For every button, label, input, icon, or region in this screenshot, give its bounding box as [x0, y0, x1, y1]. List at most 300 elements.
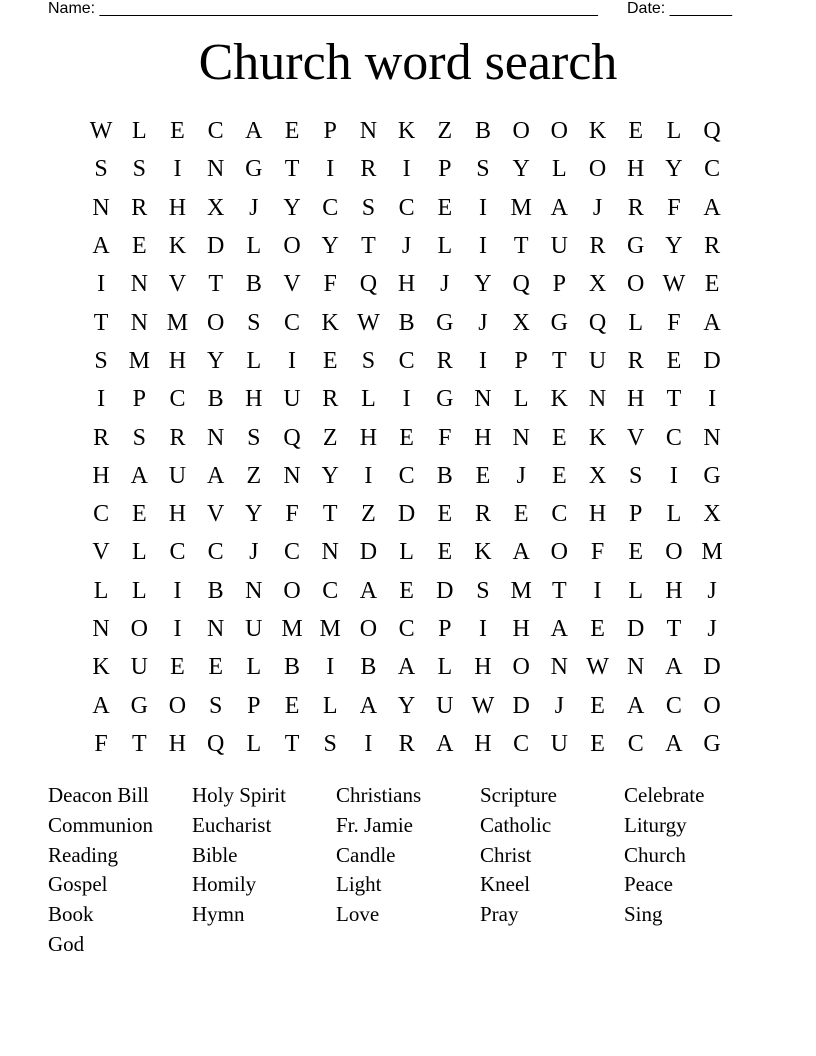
- grid-letter[interactable]: C: [207, 539, 224, 566]
- grid-letter[interactable]: E: [284, 692, 300, 719]
- grid-letter[interactable]: N: [245, 577, 263, 604]
- grid-letter[interactable]: R: [322, 386, 339, 413]
- grid-letter[interactable]: Z: [246, 462, 262, 489]
- grid-letter[interactable]: S: [247, 424, 261, 451]
- grid-letter[interactable]: D: [627, 616, 645, 642]
- grid-letter[interactable]: H: [168, 730, 187, 757]
- grid-letter[interactable]: C: [398, 194, 415, 221]
- grid-letter[interactable]: V: [168, 271, 187, 298]
- grid-letter[interactable]: W: [89, 118, 113, 145]
- grid-letter[interactable]: H: [474, 654, 492, 681]
- grid-letter[interactable]: Z: [437, 118, 453, 145]
- grid-letter[interactable]: I: [326, 156, 335, 183]
- grid-letter[interactable]: W: [471, 692, 495, 719]
- grid-letter[interactable]: P: [514, 347, 528, 374]
- grid-letter[interactable]: D: [436, 577, 454, 604]
- grid-letter[interactable]: O: [168, 692, 187, 719]
- grid-letter[interactable]: L: [361, 386, 376, 413]
- grid-letter[interactable]: A: [703, 309, 721, 336]
- grid-letter[interactable]: H: [627, 156, 645, 183]
- grid-letter[interactable]: L: [513, 386, 529, 413]
- grid-letter[interactable]: D: [359, 539, 378, 566]
- grid-letter[interactable]: R: [360, 156, 377, 183]
- grid-letter[interactable]: T: [131, 730, 147, 757]
- grid-letter[interactable]: N: [627, 654, 645, 681]
- grid-letter[interactable]: S: [94, 347, 108, 374]
- grid-letter[interactable]: T: [322, 501, 338, 528]
- grid-letter[interactable]: Y: [397, 692, 416, 719]
- grid-letter[interactable]: Q: [512, 271, 530, 298]
- grid-letter[interactable]: L: [437, 233, 453, 260]
- grid-letter[interactable]: C: [398, 347, 415, 374]
- grid-letter[interactable]: F: [590, 539, 605, 566]
- grid-letter[interactable]: J: [592, 194, 603, 221]
- grid-letter[interactable]: S: [208, 692, 223, 719]
- grid-letter[interactable]: L: [666, 118, 682, 145]
- grid-letter[interactable]: Q: [283, 424, 301, 451]
- grid-letter[interactable]: H: [627, 386, 645, 413]
- grid-letter[interactable]: G: [436, 309, 454, 336]
- grid-letter[interactable]: U: [130, 654, 148, 681]
- grid-letter[interactable]: K: [92, 654, 110, 681]
- word-list-item: Book: [48, 902, 94, 927]
- grid-letter[interactable]: A: [206, 462, 225, 489]
- grid-letter[interactable]: B: [245, 271, 262, 298]
- grid-letter[interactable]: M: [319, 616, 341, 642]
- grid-letter[interactable]: R: [627, 347, 644, 374]
- grid-letter[interactable]: E: [590, 692, 605, 719]
- grid-letter[interactable]: I: [173, 616, 182, 642]
- grid-letter[interactable]: O: [206, 309, 225, 336]
- grid-letter[interactable]: S: [361, 347, 376, 374]
- grid-letter[interactable]: J: [249, 539, 259, 566]
- grid-letter[interactable]: C: [169, 386, 186, 413]
- grid-letter[interactable]: K: [550, 386, 569, 413]
- grid-letter[interactable]: Y: [245, 501, 263, 528]
- grid-letter[interactable]: S: [132, 424, 146, 451]
- grid-letter[interactable]: O: [627, 271, 645, 298]
- grid-letter[interactable]: C: [704, 156, 721, 183]
- grid-letter[interactable]: J: [516, 462, 526, 489]
- grid-letter[interactable]: N: [206, 616, 225, 642]
- grid-letter[interactable]: Q: [588, 309, 607, 336]
- grid-letter[interactable]: I: [364, 462, 373, 489]
- grid-letter[interactable]: O: [512, 654, 530, 681]
- grid-letter[interactable]: R: [131, 194, 148, 221]
- grid-letter[interactable]: E: [208, 654, 223, 681]
- grid-letter[interactable]: A: [92, 692, 110, 719]
- grid-row: [82, 342, 732, 380]
- grid-letter[interactable]: L: [666, 501, 682, 528]
- grid-letter[interactable]: O: [703, 692, 721, 719]
- grid-letter[interactable]: P: [629, 501, 643, 528]
- grid-letter[interactable]: K: [397, 118, 416, 145]
- grid-letter[interactable]: X: [588, 462, 607, 489]
- grid-letter[interactable]: N: [703, 424, 721, 451]
- grid-letter[interactable]: F: [323, 271, 337, 298]
- grid-letter[interactable]: H: [474, 424, 492, 451]
- grid-letter[interactable]: L: [131, 577, 147, 604]
- name-field[interactable]: Name: ________________________________________________________: [48, 0, 598, 17]
- grid-letter[interactable]: N: [550, 654, 569, 681]
- grid-letter[interactable]: B: [207, 386, 224, 413]
- grid-letter[interactable]: A: [550, 616, 569, 642]
- grid-letter[interactable]: T: [552, 347, 567, 374]
- grid-letter[interactable]: C: [398, 462, 415, 489]
- grid-letter[interactable]: N: [130, 309, 148, 336]
- grid-letter[interactable]: L: [399, 539, 414, 566]
- grid-letter[interactable]: U: [168, 462, 187, 489]
- grid-letter[interactable]: O: [665, 539, 683, 566]
- grid-letter[interactable]: D: [397, 501, 416, 528]
- word-list-item: Deacon Bill: [48, 783, 149, 807]
- grid-letter[interactable]: H: [474, 730, 492, 757]
- grid-letter[interactable]: N: [206, 424, 225, 451]
- grid-letter[interactable]: E: [590, 616, 605, 642]
- grid-letter[interactable]: S: [132, 156, 146, 183]
- grid-letter[interactable]: B: [207, 577, 224, 604]
- grid-letter[interactable]: I: [708, 386, 717, 413]
- grid-letter[interactable]: U: [245, 616, 263, 642]
- grid-letter[interactable]: E: [399, 424, 414, 451]
- grid-letter[interactable]: A: [512, 539, 530, 566]
- grid-letter[interactable]: F: [438, 424, 452, 451]
- grid-letter[interactable]: E: [628, 539, 644, 566]
- grid-letter[interactable]: I: [288, 347, 297, 374]
- grid-letter[interactable]: B: [284, 654, 301, 681]
- grid-letter[interactable]: C: [627, 730, 644, 757]
- grid-letter[interactable]: N: [474, 386, 492, 413]
- grid-letter[interactable]: R: [93, 424, 110, 451]
- grid-letter[interactable]: U: [550, 233, 569, 260]
- grid-letter[interactable]: C: [322, 577, 339, 604]
- grid-letter[interactable]: Y: [512, 156, 530, 183]
- grid-letter[interactable]: W: [662, 271, 686, 298]
- grid-letter[interactable]: S: [247, 309, 261, 336]
- grid-letter[interactable]: O: [283, 233, 301, 260]
- grid-letter[interactable]: O: [550, 539, 569, 566]
- grid-letter[interactable]: B: [398, 309, 415, 336]
- grid-letter[interactable]: E: [704, 271, 720, 298]
- grid-letter[interactable]: L: [322, 692, 338, 719]
- grid-letter[interactable]: I: [173, 577, 182, 604]
- grid-row: [82, 303, 732, 341]
- grid-letter[interactable]: Z: [322, 424, 338, 451]
- grid-letter[interactable]: E: [322, 347, 338, 374]
- grid-letter[interactable]: I: [364, 730, 373, 757]
- grid-letter[interactable]: C: [207, 118, 224, 145]
- grid-letter[interactable]: V: [627, 424, 645, 451]
- grid-letter[interactable]: L: [246, 233, 262, 260]
- grid-letter[interactable]: N: [321, 539, 339, 566]
- grid-letter[interactable]: E: [628, 118, 644, 145]
- grid-letter[interactable]: F: [667, 309, 681, 336]
- grid-letter[interactable]: B: [436, 462, 453, 489]
- grid-letter[interactable]: S: [629, 462, 643, 489]
- grid-letter[interactable]: I: [478, 616, 487, 642]
- grid-letter[interactable]: K: [588, 118, 607, 145]
- grid-letter[interactable]: Y: [321, 462, 339, 489]
- grid-letter[interactable]: T: [93, 309, 109, 336]
- grid-letter[interactable]: P: [247, 692, 261, 719]
- grid-letter[interactable]: R: [398, 730, 415, 757]
- grid-letter[interactable]: M: [701, 539, 723, 566]
- grid-letter[interactable]: Y: [474, 271, 492, 298]
- grid-letter[interactable]: E: [131, 233, 147, 260]
- grid-letter[interactable]: I: [97, 386, 106, 413]
- grid-row: [82, 380, 732, 418]
- grid-letter[interactable]: H: [245, 386, 263, 413]
- grid-row: [82, 610, 732, 648]
- grid-letter[interactable]: N: [92, 194, 110, 221]
- grid-letter[interactable]: P: [552, 271, 567, 298]
- grid-letter[interactable]: I: [97, 271, 106, 298]
- grid-letter[interactable]: Y: [283, 194, 301, 221]
- grid-letter[interactable]: L: [93, 577, 109, 604]
- grid-letter[interactable]: X: [206, 194, 225, 221]
- grid-letter[interactable]: C: [93, 501, 110, 528]
- grid-letter[interactable]: X: [703, 501, 721, 528]
- grid-letter[interactable]: A: [703, 194, 721, 221]
- grid-letter[interactable]: E: [552, 462, 567, 489]
- grid-letter[interactable]: C: [322, 194, 339, 221]
- grid-letter[interactable]: L: [437, 654, 453, 681]
- grid-letter[interactable]: E: [513, 501, 529, 528]
- grid-letter[interactable]: A: [92, 233, 110, 260]
- grid-letter[interactable]: F: [94, 730, 108, 757]
- grid-letter[interactable]: U: [550, 730, 569, 757]
- grid-letter[interactable]: J: [707, 577, 717, 604]
- grid-letter[interactable]: T: [284, 730, 300, 757]
- grid-letter[interactable]: E: [437, 539, 453, 566]
- grid-letter[interactable]: K: [321, 309, 339, 336]
- grid-letter[interactable]: E: [399, 577, 414, 604]
- grid-letter[interactable]: E: [284, 118, 300, 145]
- grid-letter[interactable]: C: [284, 539, 301, 566]
- grid-letter[interactable]: L: [628, 577, 644, 604]
- grid-letter[interactable]: O: [588, 156, 607, 183]
- grid-letter[interactable]: W: [357, 309, 380, 336]
- grid-letter[interactable]: E: [131, 501, 147, 528]
- grid-letter[interactable]: A: [436, 730, 454, 757]
- grid-letter[interactable]: I: [669, 462, 678, 489]
- grid-letter[interactable]: H: [588, 501, 607, 528]
- grid-letter[interactable]: L: [246, 654, 262, 681]
- grid-letter[interactable]: B: [360, 654, 377, 681]
- grid-letter[interactable]: I: [326, 654, 335, 681]
- grid-letter[interactable]: X: [588, 271, 607, 298]
- grid-letter[interactable]: T: [666, 616, 682, 642]
- grid-letter[interactable]: H: [168, 194, 187, 221]
- grid-letter[interactable]: E: [437, 501, 453, 528]
- grid-letter[interactable]: N: [92, 616, 110, 642]
- grid-letter[interactable]: D: [703, 654, 721, 681]
- grid-letter[interactable]: S: [94, 156, 108, 183]
- grid-letter[interactable]: O: [359, 616, 378, 642]
- grid-letter[interactable]: E: [590, 730, 605, 757]
- grid-letter[interactable]: Y: [321, 233, 339, 260]
- grid-letter[interactable]: A: [665, 654, 683, 681]
- grid-letter[interactable]: H: [168, 501, 187, 528]
- grid-letter[interactable]: E: [170, 654, 185, 681]
- grid-letter[interactable]: Y: [206, 347, 225, 374]
- grid-letter[interactable]: E: [475, 462, 491, 489]
- grid-letter[interactable]: T: [513, 233, 529, 260]
- grid-letter[interactable]: H: [665, 577, 683, 604]
- grid-letter[interactable]: Q: [703, 118, 721, 145]
- grid-letter[interactable]: H: [359, 424, 378, 451]
- grid-letter[interactable]: L: [628, 309, 644, 336]
- grid-letter[interactable]: N: [588, 386, 607, 413]
- grid-letter[interactable]: H: [92, 462, 110, 489]
- grid-letter[interactable]: V: [92, 539, 110, 566]
- grid-letter[interactable]: T: [284, 156, 300, 183]
- grid-letter[interactable]: M: [128, 347, 150, 374]
- grid-letter[interactable]: M: [510, 577, 532, 604]
- grid-letter[interactable]: N: [206, 156, 225, 183]
- grid-letter[interactable]: S: [361, 194, 376, 221]
- grid-letter[interactable]: E: [552, 424, 567, 451]
- grid-letter[interactable]: H: [512, 616, 530, 642]
- grid-letter[interactable]: K: [168, 233, 187, 260]
- grid-letter[interactable]: V: [206, 501, 225, 528]
- grid-letter[interactable]: A: [359, 577, 378, 604]
- grid-letter[interactable]: J: [249, 194, 259, 221]
- grid-letter[interactable]: P: [438, 616, 452, 642]
- grid-letter[interactable]: D: [206, 233, 225, 260]
- grid-letter[interactable]: B: [474, 118, 491, 145]
- grid-letter[interactable]: A: [359, 692, 378, 719]
- grid-letter[interactable]: L: [131, 118, 147, 145]
- grid-letter[interactable]: C: [665, 424, 682, 451]
- grid-letter[interactable]: E: [170, 118, 185, 145]
- date-field[interactable]: Date: _______: [627, 0, 732, 17]
- grid-letter[interactable]: A: [627, 692, 645, 719]
- grid-letter[interactable]: O: [512, 118, 530, 145]
- grid-letter[interactable]: K: [588, 424, 607, 451]
- grid-letter[interactable]: C: [551, 501, 568, 528]
- grid-letter[interactable]: I: [478, 347, 487, 374]
- grid-letter[interactable]: O: [283, 577, 301, 604]
- grid-letter[interactable]: G: [245, 156, 263, 183]
- grid-letter[interactable]: G: [627, 233, 645, 260]
- grid-letter[interactable]: A: [245, 118, 263, 145]
- grid-letter[interactable]: A: [550, 194, 569, 221]
- grid-letter[interactable]: O: [130, 616, 148, 642]
- grid-letter[interactable]: X: [512, 309, 530, 336]
- grid-letter[interactable]: S: [476, 577, 490, 604]
- grid-letter[interactable]: U: [283, 386, 301, 413]
- grid-letter[interactable]: T: [361, 233, 376, 260]
- grid-letter[interactable]: S: [323, 730, 337, 757]
- grid-letter[interactable]: A: [130, 462, 148, 489]
- grid-letter[interactable]: R: [589, 233, 606, 260]
- grid-letter[interactable]: I: [402, 386, 411, 413]
- grid-letter[interactable]: J: [478, 309, 488, 336]
- word-list-item: Catholic: [480, 812, 552, 837]
- grid-letter[interactable]: Z: [361, 501, 376, 528]
- grid-letter[interactable]: G: [550, 309, 569, 336]
- grid-letter[interactable]: A: [665, 730, 683, 757]
- grid-letter[interactable]: J: [440, 271, 450, 298]
- grid-letter[interactable]: R: [627, 194, 644, 221]
- grid-letter[interactable]: M: [166, 309, 189, 336]
- grid-letter[interactable]: L: [552, 156, 567, 183]
- grid-letter[interactable]: P: [438, 156, 452, 183]
- grid-letter[interactable]: U: [588, 347, 607, 374]
- grid-letter[interactable]: D: [512, 692, 530, 719]
- grid-letter[interactable]: C: [398, 616, 415, 642]
- grid-letter[interactable]: R: [474, 501, 491, 528]
- grid-letter[interactable]: T: [552, 577, 567, 604]
- grid-letter[interactable]: J: [554, 692, 565, 719]
- grid-letter[interactable]: N: [130, 271, 148, 298]
- grid-letter[interactable]: L: [131, 539, 147, 566]
- grid-letter[interactable]: P: [323, 118, 337, 145]
- grid-letter[interactable]: C: [169, 539, 186, 566]
- grid-letter[interactable]: P: [132, 386, 146, 413]
- grid-row: [82, 648, 732, 686]
- grid-letter[interactable]: Y: [665, 233, 683, 260]
- grid-letter[interactable]: Q: [206, 730, 225, 757]
- grid-letter[interactable]: R: [436, 347, 453, 374]
- grid-letter[interactable]: I: [173, 156, 182, 183]
- grid-letter[interactable]: G: [436, 386, 454, 413]
- grid-letter[interactable]: R: [704, 233, 721, 260]
- grid-letter[interactable]: F: [285, 501, 299, 528]
- grid-letter[interactable]: I: [402, 156, 411, 183]
- grid-letter[interactable]: G: [703, 730, 721, 757]
- grid-letter[interactable]: D: [703, 347, 721, 374]
- grid-letter[interactable]: L: [246, 347, 262, 374]
- grid-letter[interactable]: N: [359, 118, 378, 145]
- grid-letter[interactable]: N: [283, 462, 301, 489]
- grid-letter[interactable]: T: [666, 386, 682, 413]
- grid-letter[interactable]: S: [476, 156, 490, 183]
- grid-letter[interactable]: M: [281, 616, 303, 642]
- grid-letter[interactable]: R: [169, 424, 186, 451]
- grid-letter[interactable]: U: [436, 692, 454, 719]
- grid-letter[interactable]: F: [667, 194, 681, 221]
- grid-letter[interactable]: J: [401, 233, 412, 260]
- grid-letter[interactable]: W: [586, 654, 609, 681]
- grid-letter[interactable]: H: [168, 347, 187, 374]
- grid-letter[interactable]: E: [666, 347, 682, 374]
- grid-letter[interactable]: H: [397, 271, 416, 298]
- grid-letter[interactable]: A: [397, 654, 416, 681]
- grid-letter[interactable]: T: [208, 271, 223, 298]
- grid-letter[interactable]: I: [478, 233, 487, 260]
- grid-letter[interactable]: J: [707, 616, 717, 642]
- grid-letter[interactable]: G: [703, 462, 721, 489]
- grid-letter[interactable]: V: [283, 271, 301, 298]
- grid-letter[interactable]: E: [437, 194, 453, 221]
- grid-letter[interactable]: I: [593, 577, 602, 604]
- grid-letter[interactable]: O: [550, 118, 569, 145]
- grid-letter[interactable]: C: [665, 692, 682, 719]
- grid-letter[interactable]: Q: [359, 271, 378, 298]
- grid-letter[interactable]: L: [246, 730, 262, 757]
- grid-letter[interactable]: Y: [665, 156, 683, 183]
- grid-letter[interactable]: C: [284, 309, 301, 336]
- grid-letter[interactable]: G: [130, 692, 148, 719]
- grid-letter[interactable]: N: [512, 424, 530, 451]
- grid-letter[interactable]: C: [513, 730, 530, 757]
- grid-letter[interactable]: I: [478, 194, 487, 221]
- word-list-item: Love: [336, 902, 380, 927]
- grid-letter[interactable]: M: [510, 194, 532, 221]
- grid-letter[interactable]: K: [474, 539, 492, 566]
